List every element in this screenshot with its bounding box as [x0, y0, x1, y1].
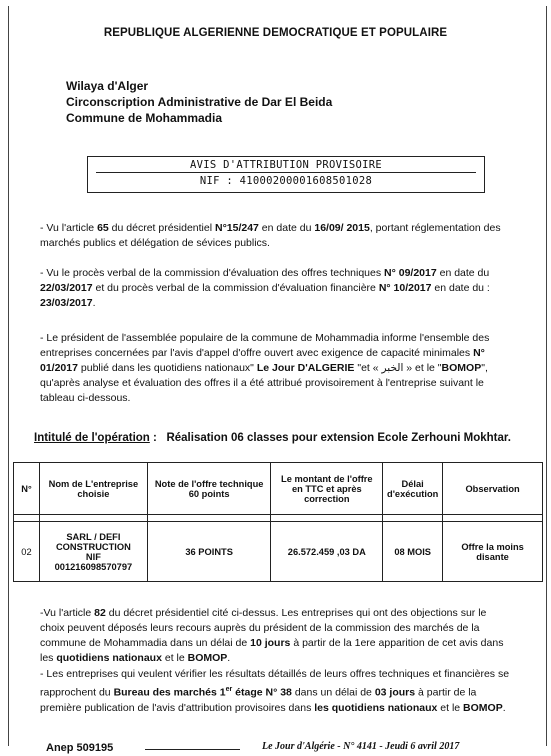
administration-block [66, 78, 332, 126]
header-observation: Observation [443, 463, 543, 515]
header-entreprise: Nom de L'entreprise choisie [39, 463, 147, 515]
header-num: N° [14, 463, 40, 515]
operation-title: Intitulé de l'opération : Réalisation 06 classes pour extension Ecole Zerhouni Mokhtar. [34, 432, 511, 444]
avis-box [87, 156, 485, 193]
paragraph-article-65: - Vu l'article 65 du décret présidentiel N°15/247 en date du 16/09/ 2015, portant réglementation des marchés publics et délégation de sévices publics. [40, 222, 501, 249]
anep-reference: Anep 509195 [46, 742, 114, 754]
paragraph-article-82: -Vu l'article 82 du décret présidentiel cité ci-dessus. Les entreprises qui ont des objections sur le choix peuvent déposés leurs recours auprès du président de la commission des marchés de la commune de Mohammadia dans un délai de 10 jours à partir de la 1ere apparition de cet avis dans les quotidiens nationaux et le BOMOP. [40, 607, 504, 664]
paragraph-president-informe: - Le président de l'assemblée populaire de la commune de Mohammadia informe l'ensemble des entreprises concernées par l'avis d'appel d'offre ouvert avec exigence de capacité minimales N° 01/2017 publié dans les quotidiens nationaux" Le Jour D'ALGERIE "et « الخبر » et le "BOMOP", qu'après analyse et évaluation des offres il a été attribué provisoirement à l'entreprise suivant le tableau ci-dessous. [40, 332, 490, 404]
operation-value: Réalisation 06 classes pour extension Ecole Zerhouni Mokhtar. [166, 432, 511, 444]
page-border-left [8, 6, 9, 746]
cell-montant: 26.572.459 ,03 DA [271, 522, 383, 582]
header-delai: Délai d'exécution [383, 463, 443, 515]
page-border-right [546, 6, 547, 746]
operation-label: Intitulé de l'opération [34, 432, 150, 444]
wilaya-line: Wilaya d'Alger [66, 79, 149, 93]
table-row [14, 522, 543, 582]
cell-observation: Offre la moins disante [443, 522, 543, 582]
paragraph-proces-verbal: - Vu le procès verbal de la commission d'évaluation des offres techniques N° 09/2017 en date du 22/03/2017 et du procès verbal de la commission d'évaluation financière N° 10/2017 en date du : 23/03/2017. [40, 267, 490, 309]
avis-title: AVIS D'ATTRIBUTION PROVISOIRE [189, 159, 383, 171]
journal-reference: Le Jour d'Algérie - N° 4141 - Jeudi 6 avril 2017 [262, 741, 460, 752]
header-montant: Le montant de l'offre en TTC et après correction [271, 463, 383, 515]
attribution-table [13, 462, 543, 582]
avis-nif: NIF : 41000200001608501028 [199, 175, 373, 187]
table-spacer-row [14, 515, 543, 522]
commune-line: Commune de Mohammadia [66, 111, 223, 125]
paragraph-verification: - Les entreprises qui veulent vérifier les résultats détaillés de leurs offres techniques et financières se rapprochent du Bureau des marchés 1er étage N° 38 dans un délai de 03 jours à partir de la première publication de l'avis d'attribution provisoires dans les quotidiens nationaux et le BOMOP. [40, 668, 510, 714]
table-header-row [14, 463, 543, 515]
cell-entreprise: SARL / DEFI CONSTRUCTION NIF 001216098570797 [39, 522, 147, 582]
circonscription-line: Circonscription Administrative de Dar El Beida [66, 95, 333, 109]
cell-num: 02 [14, 522, 40, 582]
header-note: Note de l'offre technique 60 points [147, 463, 271, 515]
avis-divider [96, 172, 476, 173]
cell-note: 36 POINTS [147, 522, 271, 582]
republic-title: REPUBLIQUE ALGERIENNE DEMOCRATIQUE ET POPULAIRE [103, 27, 448, 39]
footer-divider [145, 749, 240, 750]
cell-delai: 08 MOIS [383, 522, 443, 582]
